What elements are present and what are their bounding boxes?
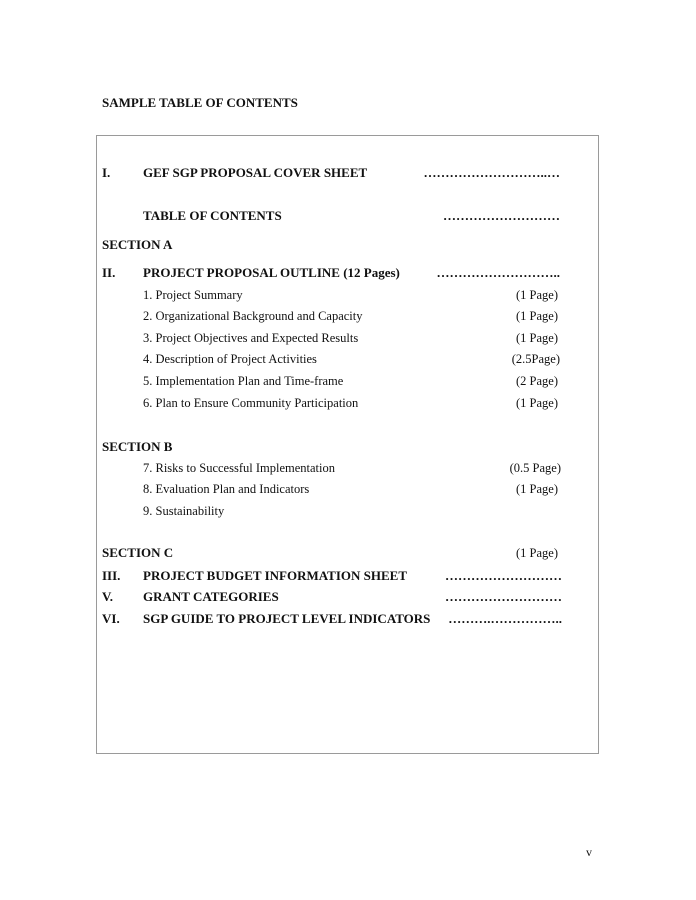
entry-title: TABLE OF CONTENTS [143,208,282,223]
toc-subentry [102,459,562,477]
entry-leader-dots: ……………………… [443,208,560,223]
entry-title: 1. Project Summary [143,288,243,302]
entry-page-count: (1 Page) [516,482,558,496]
entry-title: 4. Description of Project Activities [143,352,317,366]
toc-entry-grant-categories [102,588,562,606]
entry-page-count: (1 Page) [516,331,558,345]
entry-title: 8. Evaluation Plan and Indicators [143,482,310,496]
entry-title: GRANT CATEGORIES [143,589,279,604]
entry-title: SGP GUIDE TO PROJECT LEVEL INDICATORS [143,611,431,626]
entry-title: 9. Sustainability [143,504,225,518]
entry-page-count: (1 Page) [516,288,558,302]
entry-page-count: (1 Page) [516,396,558,410]
entry-title: 7. Risks to Successful Implementation [143,461,335,475]
entry-leader-dots: ……………………….. [436,265,560,280]
toc-entry-proposal-outline [102,264,562,282]
toc-entry-indicators-guide [102,610,562,628]
entry-page-count: (2 Page) [516,374,558,388]
section-b-label [102,438,562,456]
entry-number: V. [102,589,113,604]
entry-title: 2. Organizational Background and Capacity [143,309,363,323]
entry-title: 5. Implementation Plan and Time-frame [143,374,344,388]
entry-number: VI. [102,611,120,626]
entry-number: II. [102,265,116,280]
toc-entry-cover-sheet [102,164,562,182]
toc-subentry [102,502,562,520]
section-c-label [102,544,562,562]
page-number: v [586,845,592,859]
toc-subentry [102,350,562,368]
entry-leader-dots: ……………………… [445,589,562,604]
entry-leader-dots: ……………………… [445,568,562,583]
toc-subentry [102,394,562,412]
toc-subentry [102,286,562,304]
entry-leader-dots: ……….…………….. [448,611,562,626]
entry-number: III. [102,568,121,583]
toc-entry-budget-sheet [102,567,562,585]
toc-subentry [102,329,562,347]
entry-title: PROJECT PROPOSAL OUTLINE (12 Pages) [143,265,400,280]
section-label: SECTION B [102,439,173,454]
entry-page-count: (1 Page) [516,546,558,560]
entry-number: I. [102,165,111,180]
entry-page-count: (2.5Page) [511,352,560,366]
entry-title: 3. Project Objectives and Expected Results [143,331,359,345]
entry-leader-dots: ………………………..… [423,165,560,180]
entry-title: GEF SGP PROPOSAL COVER SHEET [143,165,368,180]
toc-subentry [102,372,562,390]
section-label: SECTION C [102,545,174,560]
toc-subentry [102,480,562,498]
entry-page-count: (0.5 Page) [509,461,561,475]
section-a-label [102,236,562,254]
toc-entry-table-of-contents [102,207,562,225]
entry-title: 6. Plan to Ensure Community Participation [143,396,359,410]
document-heading: SAMPLE TABLE OF CONTENTS [102,95,298,110]
entry-title: PROJECT BUDGET INFORMATION SHEET [143,568,408,583]
entry-page-count: (1 Page) [516,309,558,323]
toc-subentry [102,307,562,325]
section-label: SECTION A [102,237,173,252]
